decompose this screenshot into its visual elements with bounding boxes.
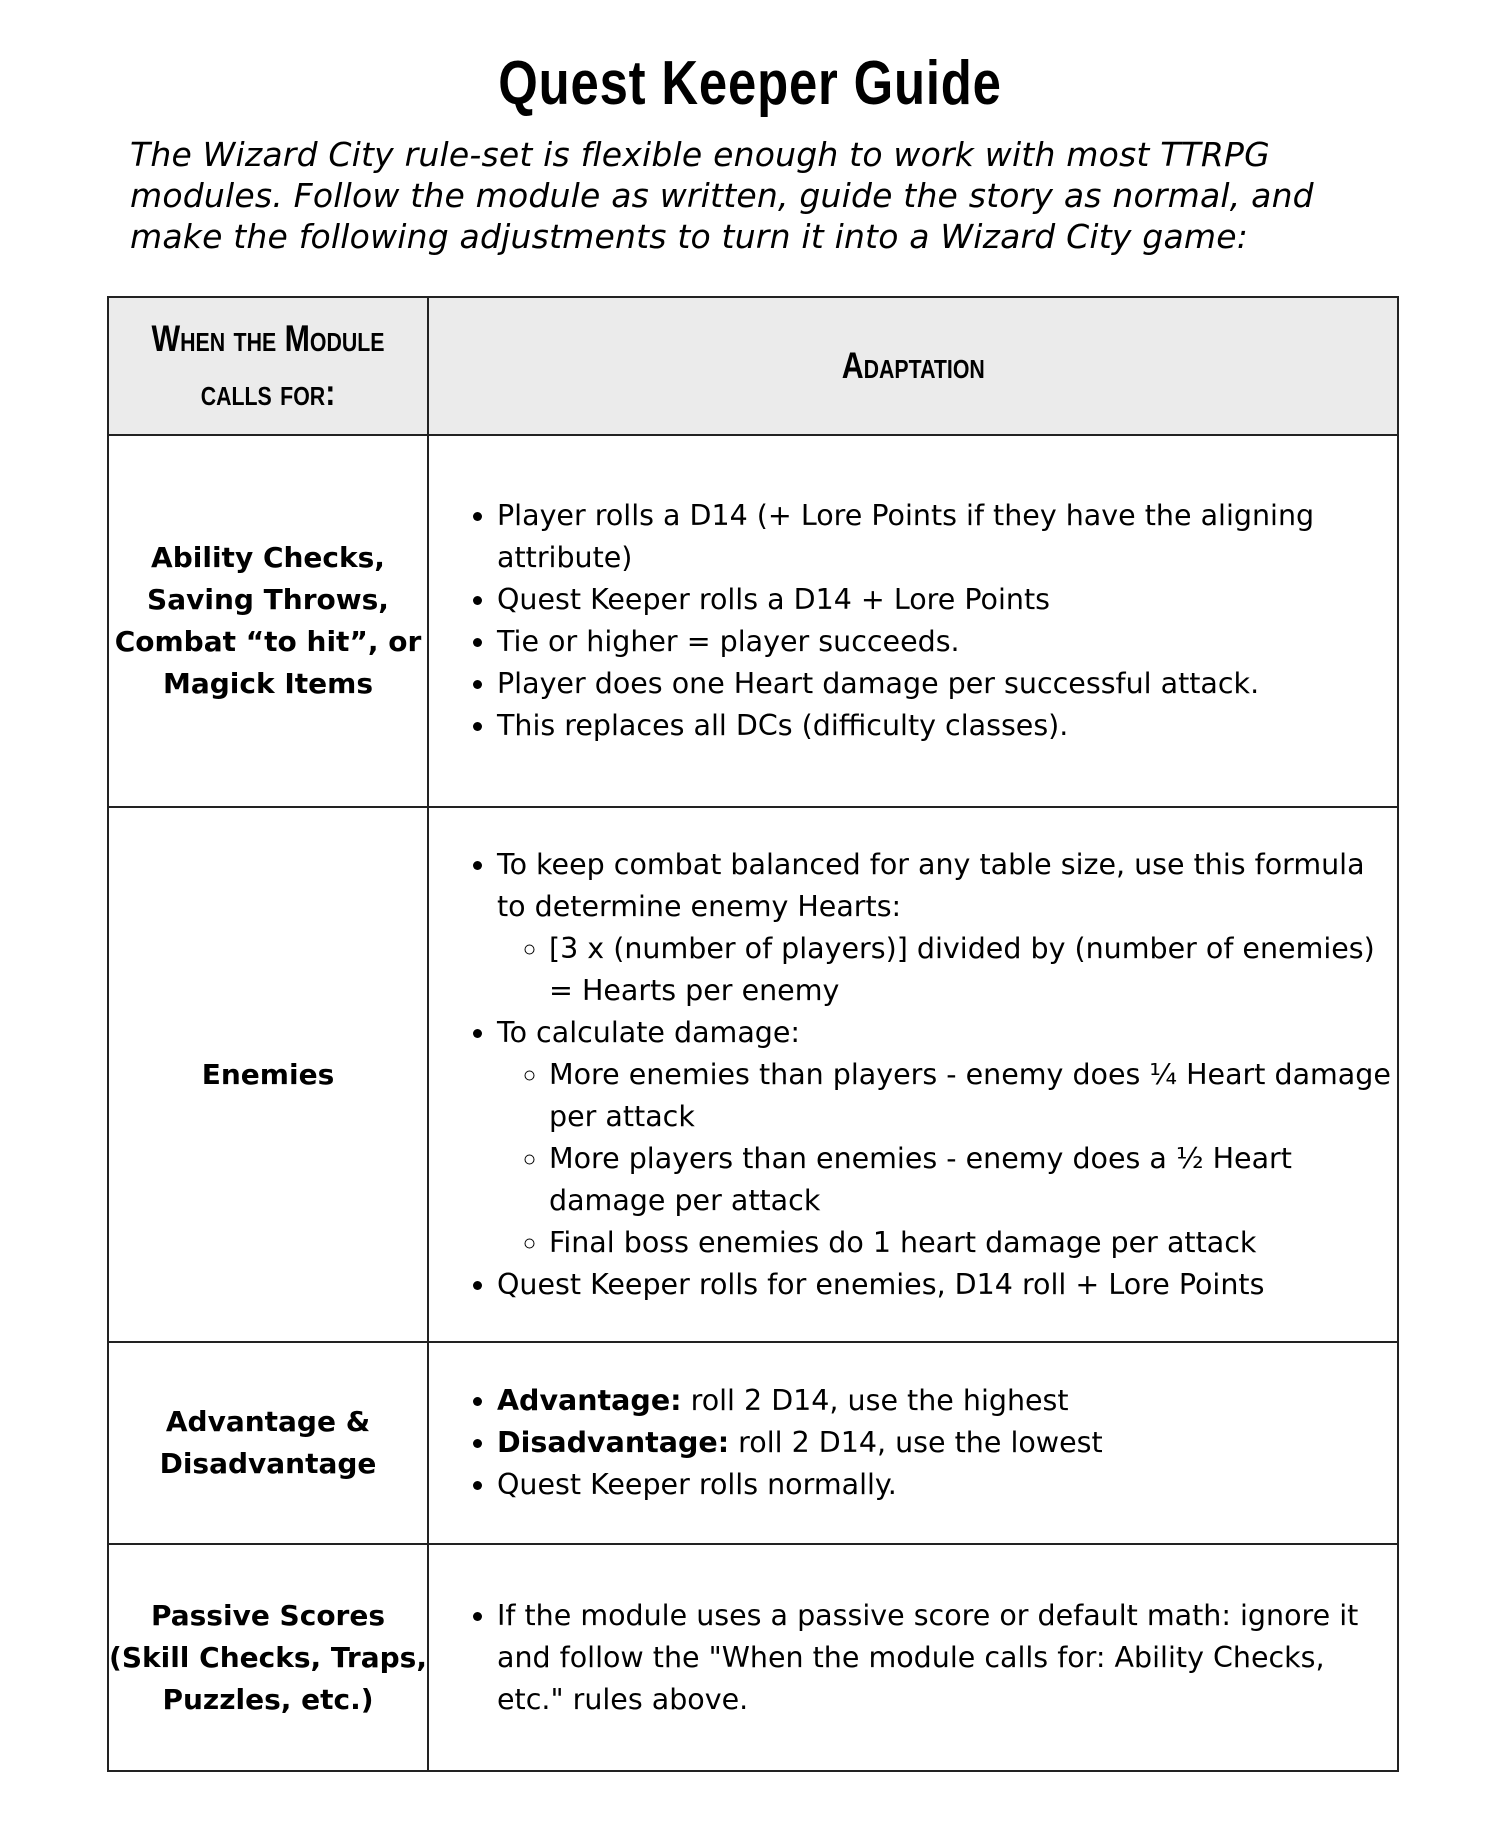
list-item-text: To calculate damage: [497,1015,801,1049]
header-adaptation: Adaptation [428,297,1398,435]
row-content [428,435,1398,807]
header-module-calls-for: When the Module calls for: [108,297,428,435]
list-item [497,1012,1397,1264]
sub-list-item: ◦ [3 x (number of players)] divided by (number of enemies) = Hearts per enemy [549,928,1397,1012]
list-item: • If the module uses a passive score or default math: ignore it and follow the "When the module calls for: Ability Checks, etc." rules above. [497,1595,1397,1721]
sub-bullet-list [497,1054,1397,1264]
row-label: Ability Checks, Saving Throws, Combat “to hit”, or Magick Items [108,435,428,807]
advantage-term: Advantage: [497,1384,682,1417]
table-row-ability-checks [108,435,1398,807]
row-content [428,807,1398,1342]
table-row-passive-scores [108,1544,1398,1771]
bullet-list [429,844,1397,1306]
table-row-advantage [108,1342,1398,1544]
list-item: • Tie or higher = player succeeds. [497,621,1397,663]
list-item: • Quest Keeper rolls for enemies, D14 roll + Lore Points [497,1264,1397,1306]
list-item-text: To keep combat balanced for any table size, use this formula to determine enemy Hearts: [497,847,1365,923]
sub-bullet-list [497,928,1397,1012]
list-item: • Player does one Heart damage per successful attack. [497,663,1397,705]
bullet-list [429,1595,1397,1721]
adaptation-table [107,296,1399,1772]
list-item [497,1380,1397,1422]
list-item: • Quest Keeper rolls a D14 + Lore Points [497,579,1397,621]
row-label: Passive Scores (Skill Checks, Traps, Puzzles, etc.) [108,1544,428,1771]
sub-list-item: ◦ Final boss enemies do 1 heart damage per attack [549,1222,1397,1264]
list-item: • This replaces all DCs (difficulty classes). [497,705,1397,747]
disadvantage-term: Disadvantage: [497,1426,730,1459]
row-content [428,1342,1398,1544]
table-row-enemies [108,807,1398,1342]
list-item [497,1422,1397,1464]
disadvantage-text: roll 2 D14, use the lowest [729,1426,1103,1459]
advantage-text: roll 2 D14, use the highest [681,1384,1069,1417]
bullet-list [429,495,1397,747]
list-item [497,844,1397,1012]
bullet-list [429,1380,1397,1506]
list-item: • Player rolls a D14 (+ Lore Points if they have the aligning attribute) [497,495,1397,579]
table-header-row [108,297,1398,435]
sub-list-item: ◦ More enemies than players - enemy does ¼ Heart damage per attack [549,1054,1397,1138]
row-content [428,1544,1398,1771]
intro-paragraph: The Wizard City rule-set is flexible enough to work with most TTRPG modules. Follow the module as written, guide the story as normal, and make the following adjustments to turn it into a Wizard City game: [130,135,1314,256]
row-label: Advantage & Disadvantage [108,1342,428,1544]
sub-list-item: ◦ More players than enemies - enemy does a ½ Heart damage per attack [549,1138,1397,1222]
list-item: • Quest Keeper rolls normally. [497,1464,1397,1506]
page-title: Quest Keeper Guide [498,49,1002,118]
row-label: Enemies [108,807,428,1342]
